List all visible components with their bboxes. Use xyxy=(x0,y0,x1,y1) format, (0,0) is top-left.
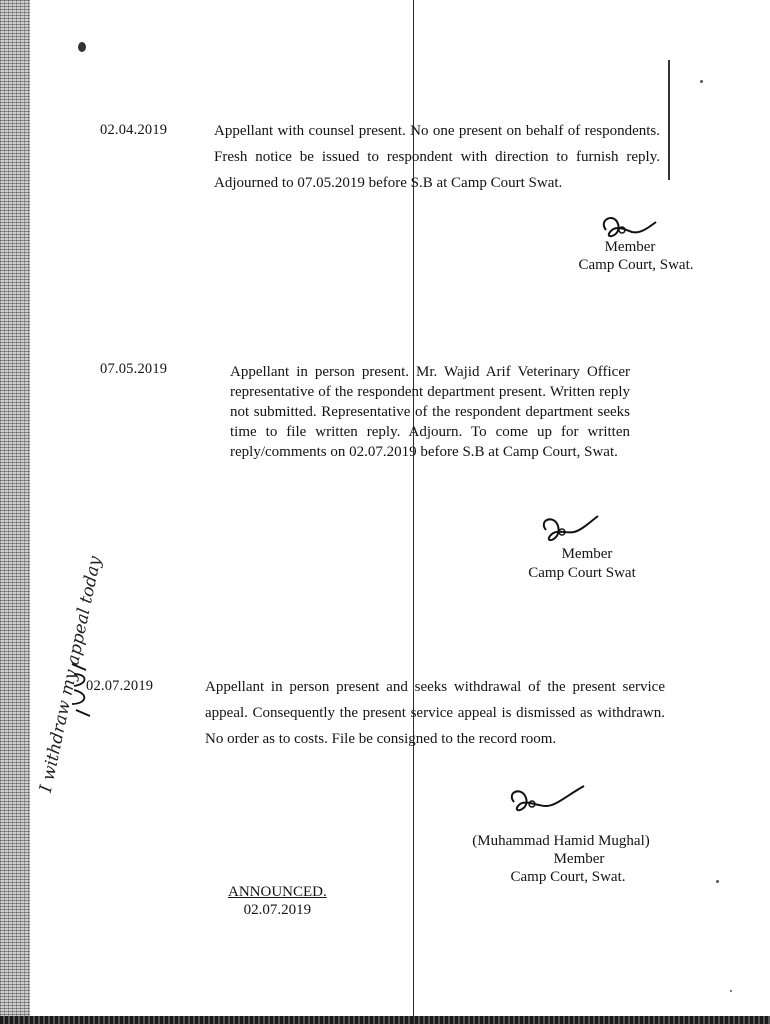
scan-speck xyxy=(700,80,703,83)
scan-mark xyxy=(668,60,670,180)
scan-speck xyxy=(716,880,719,883)
order-text: Appellant in person present and seeks withdrawal of the present service appeal. Consequently the present service appeal is dismissed as withdrawn. No order as to costs. File be consigned to the record room. xyxy=(205,679,665,747)
member-signature xyxy=(504,782,594,824)
appellant-signature xyxy=(66,660,96,720)
sign-place: Camp Court, Swat. xyxy=(578,257,694,273)
announced-block xyxy=(228,883,327,919)
entry-date: 02.04.2019 xyxy=(100,122,168,138)
sign-place: Camp Court, Swat. xyxy=(510,869,626,885)
sign-title: Member xyxy=(561,546,613,562)
order-text: Appellant in person present. Mr. Wajid Arif Veterinary Officer representative of the respondent department present. Written reply not submitted. Representative of the respondent department seeks time to file written reply. Adjourn. To come up for written reply/comments on 02.07.2019 before S.B at Camp Court, Swat. xyxy=(230,364,630,460)
sign-name: (Muhammad Hamid Mughal) xyxy=(472,833,650,849)
scan-speck xyxy=(730,990,732,992)
entry-date: 07.05.2019 xyxy=(100,361,168,377)
announced-date: 02.07.2019 xyxy=(243,902,312,918)
scan-speck xyxy=(78,42,86,52)
announced-label: ANNOUNCED. xyxy=(228,884,327,900)
sign-title: Member xyxy=(604,239,656,255)
scanned-bottom-edge xyxy=(0,1016,770,1024)
scanned-left-edge xyxy=(0,0,30,1024)
sign-title: Member xyxy=(553,851,605,867)
entry-date: 02.07.2019 xyxy=(86,678,154,694)
sign-place: Camp Court Swat xyxy=(528,565,636,581)
margin-note-text: I withdraw my appeal today xyxy=(36,554,106,795)
order-text: Appellant with counsel present. No one present on behalf of respondents. Fresh notice be issued to respondent with direction to furnish reply. Adjourned to 07.05.2019 before S.B at Camp Court Swat. xyxy=(214,123,660,191)
